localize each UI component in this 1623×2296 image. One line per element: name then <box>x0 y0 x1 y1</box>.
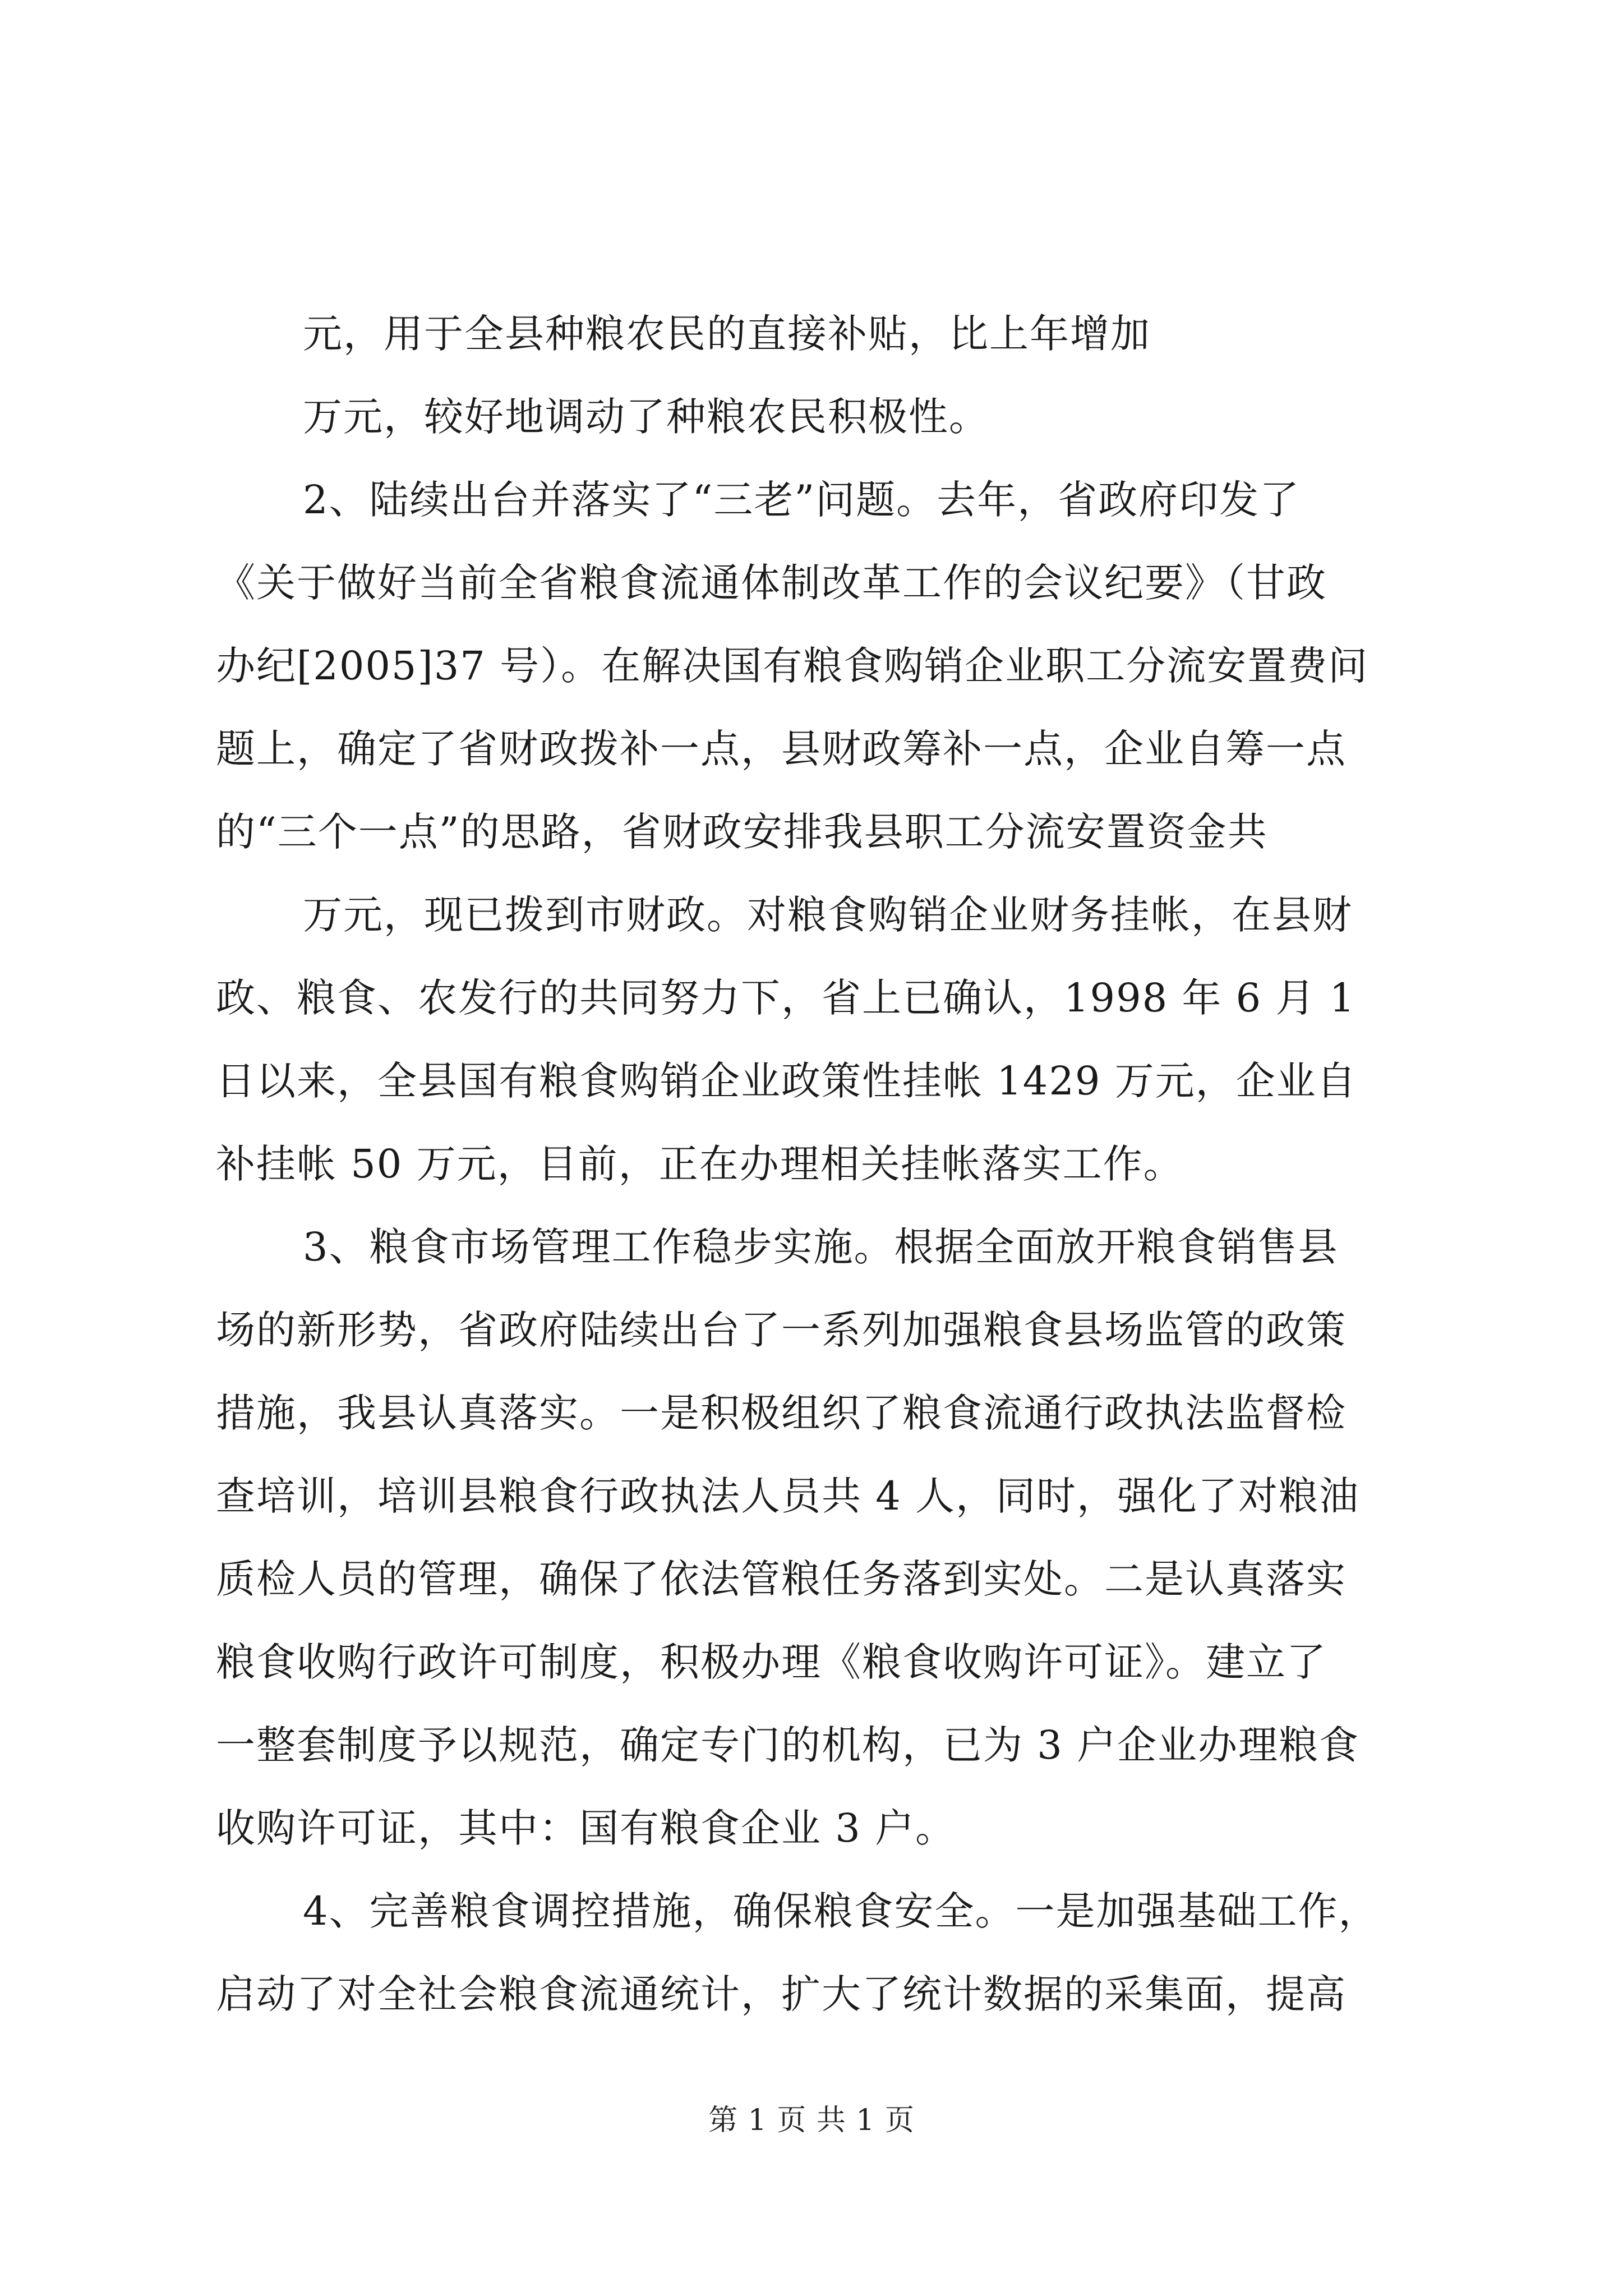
text-line-20: 4、完善粮食调控措施，确保粮食安全。一是加强基础工作， <box>303 1888 1379 1934</box>
text-line-18: 一整套制度予以规范，确定专门的机构，已为 3 户企业办理粮食 <box>216 1722 1360 1768</box>
text-line-12: 3、粮食市场管理工作稳步实施。根据全面放开粮食销售县 <box>303 1224 1339 1270</box>
text-line-11: 补挂帐 50 万元，目前，正在办理相关挂帐落实工作。 <box>216 1141 1184 1187</box>
text-line-9: 政、粮食、农发行的共同努力下，省上已确认，1998 年 6 月 1 <box>216 975 1356 1021</box>
text-line-7: 的“三个一点”的思路，省财政安排我县职工分流安置资金共 <box>216 809 1268 855</box>
text-line-4: 《关于做好当前全省粮食流通体制改革工作的会议纪要》（甘政 <box>216 560 1327 606</box>
text-line-1: 元，用于全县种粮农民的直接补贴，比上年增加 <box>303 311 1151 357</box>
text-line-8: 万元，现已拨到市财政。对粮食购销企业财务挂帐，在县财 <box>303 892 1353 938</box>
text-line-5: 办纪[2005]37 号）。在解决国有粮食购销企业职工分流安置费问 <box>216 643 1369 689</box>
text-line-14: 措施，我县认真落实。一是积极组织了粮食流通行政执法监督检 <box>216 1390 1347 1436</box>
text-line-16: 质检人员的管理，确保了依法管粮任务落到实处。二是认真落实 <box>216 1556 1347 1602</box>
text-line-6: 题上，确定了省财政拨补一点，县财政筹补一点，企业自筹一点 <box>216 726 1347 772</box>
text-line-2: 万元，较好地调动了种粮农民积极性。 <box>303 394 989 440</box>
text-line-15: 查培训，培训县粮食行政执法人员共 4 人，同时，强化了对粮油 <box>216 1473 1360 1519</box>
text-line-21: 启动了对全社会粮食流通统计，扩大了统计数据的采集面，提高 <box>216 1971 1347 2017</box>
text-line-13: 场的新形势，省政府陆续出台了一系列加强粮食县场监管的政策 <box>216 1307 1347 1353</box>
page-footer: 第 1 页 共 1 页 <box>708 2104 915 2137</box>
text-line-17: 粮食收购行政许可制度，积极办理《粮食收购许可证》。建立了 <box>216 1639 1327 1685</box>
text-line-3: 2、陆续出台并落实了“三老”问题。去年，省政府印发了 <box>303 477 1301 523</box>
text-line-19: 收购许可证，其中：国有粮食企业 3 户。 <box>216 1805 956 1851</box>
text-line-10: 日以来，全县国有粮食购销企业政策性挂帐 1429 万元，企业自 <box>216 1058 1357 1104</box>
